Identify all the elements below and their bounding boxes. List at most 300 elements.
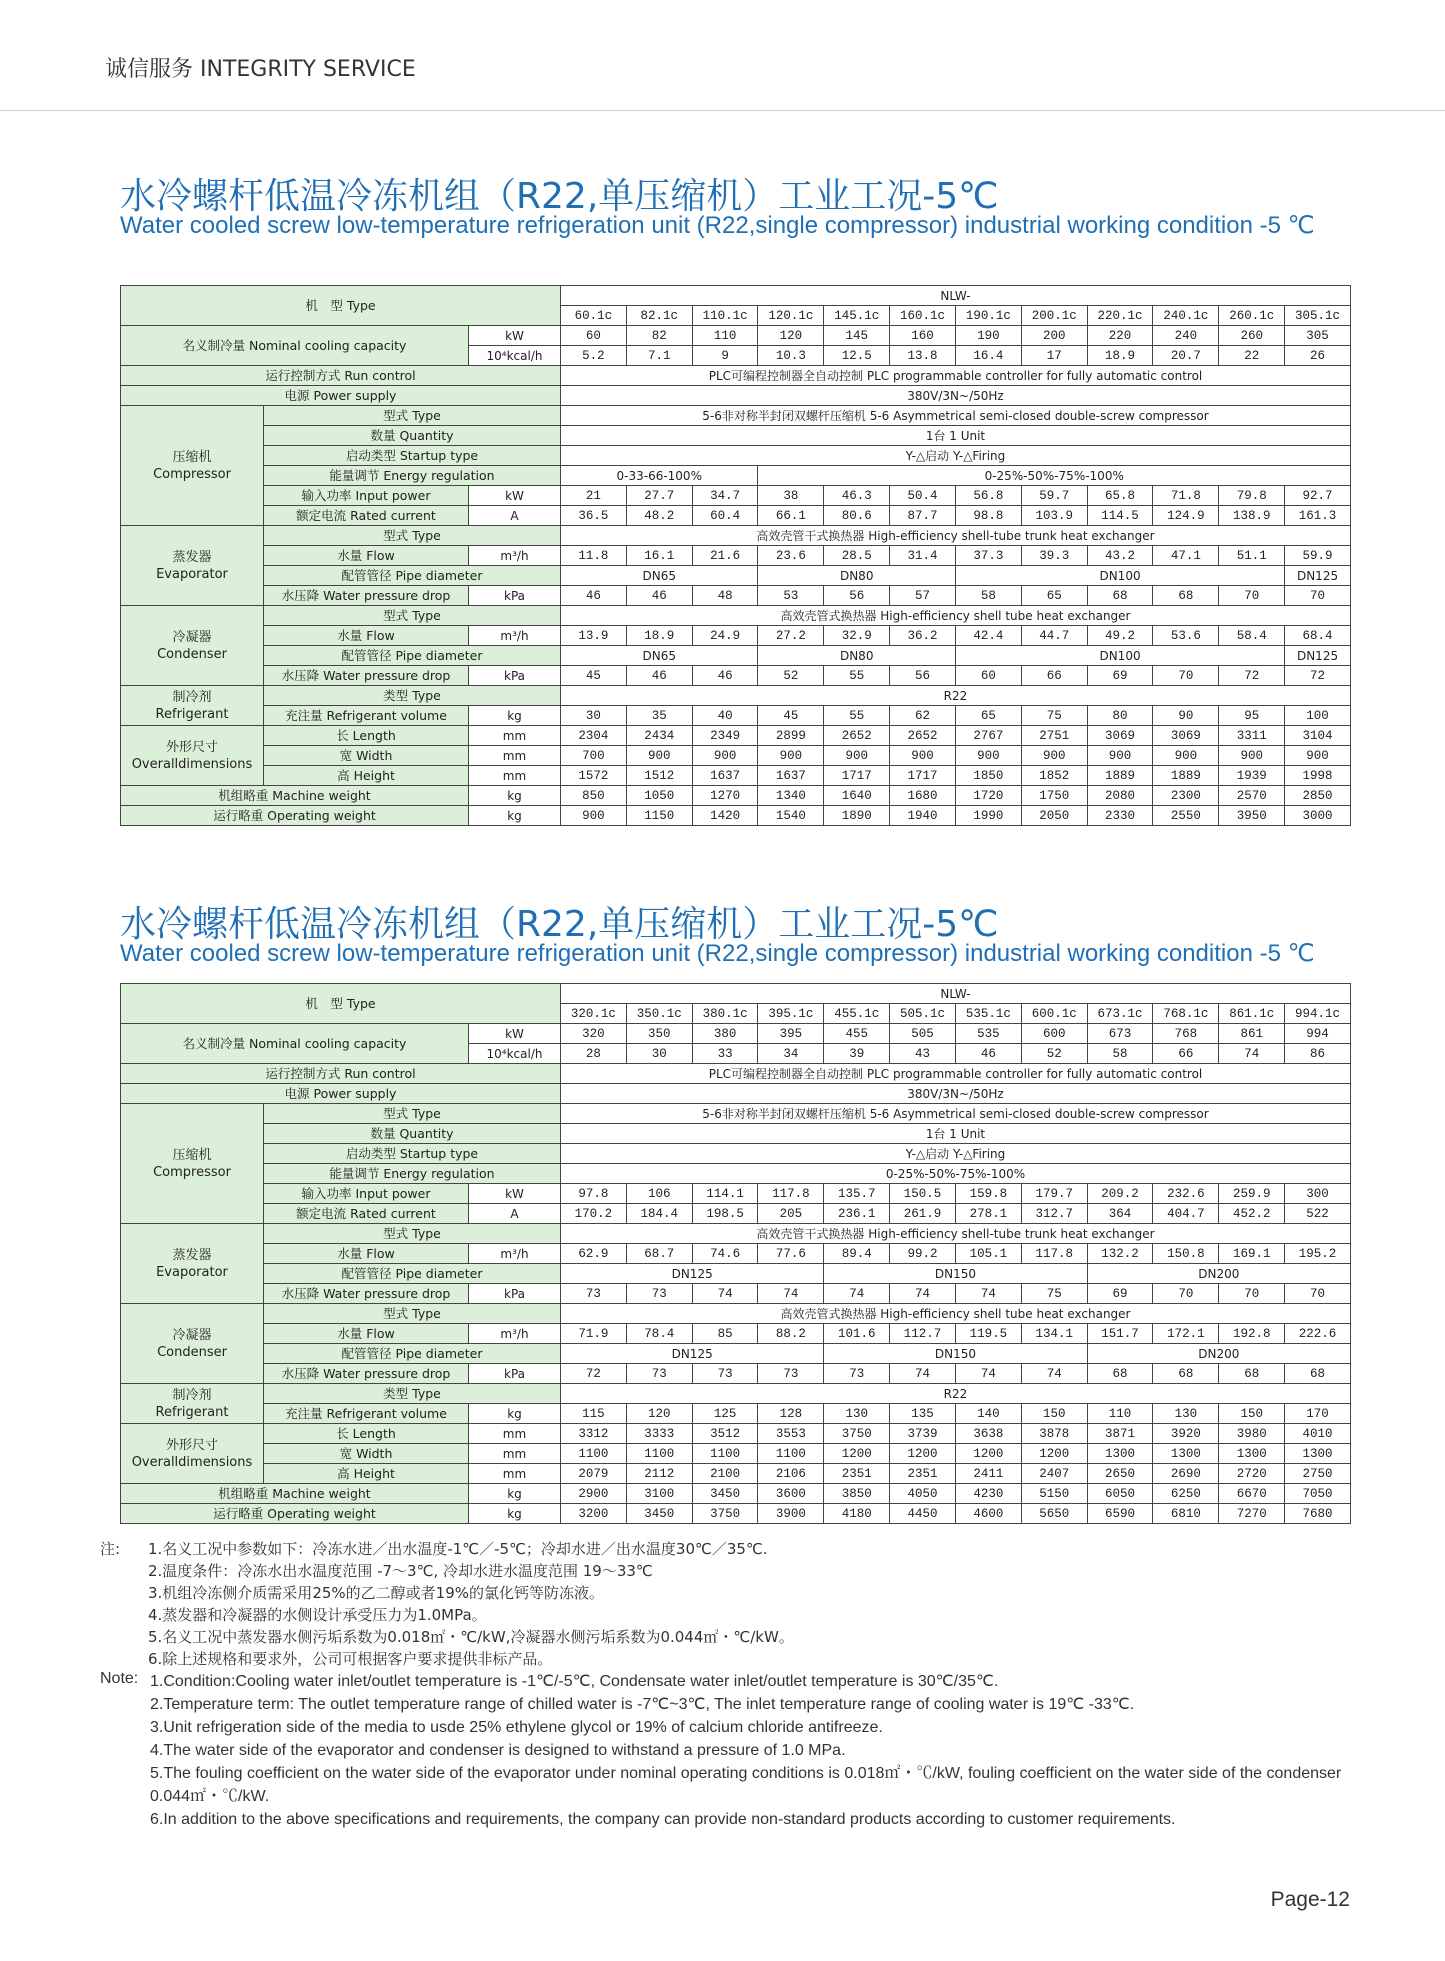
capacity-kw-cell: 380 <box>692 1024 758 1044</box>
unit-kpa: kPa <box>469 1364 561 1384</box>
height-cell: 1889 <box>1153 766 1219 786</box>
note-cn-5: 5.名义工况中蒸发器水侧污垢系数为0.018㎡・℃/kW,冷凝器水侧污垢系数为0.044㎡・℃/kW。 <box>148 1628 794 1646</box>
input-power-cell: 21 <box>561 486 627 506</box>
startup-value: Y-△启动 Y-△Firing <box>561 446 1351 466</box>
input-power-cell: 159.8 <box>955 1184 1021 1204</box>
refrigerant-volume-cell: 62 <box>890 706 956 726</box>
evaporator-flow-cell: 16.1 <box>626 546 692 566</box>
capacity-kcal-cell: 52 <box>1021 1044 1087 1064</box>
condenser-drop-cell: 46 <box>626 666 692 686</box>
condenser-flow-cell: 58.4 <box>1219 626 1285 646</box>
height-cell: 1717 <box>824 766 890 786</box>
length-cell: 3069 <box>1153 726 1219 746</box>
refrigerant-volume-cell: 130 <box>824 1404 890 1424</box>
operating-weight-cell: 3750 <box>692 1504 758 1524</box>
operating-weight-cell: 2050 <box>1021 806 1087 826</box>
dimensions-en: Overalldimensions <box>131 1454 253 1470</box>
height-label: 高 Height <box>264 1464 469 1484</box>
condenser-drop-cell: 68 <box>1153 1364 1219 1384</box>
evaporator-flow-cell: 11.8 <box>561 546 627 566</box>
input-power-cell: 46.3 <box>824 486 890 506</box>
note-cn-1: 1.名义工况中参数如下：冷冻水进／出水温度-1℃／-5℃；冷却水进／出水温度30℃／35℃. <box>148 1540 768 1558</box>
refrigerant-volume-label: 充注量 Refrigerant volume <box>264 1404 469 1424</box>
width-cell: 900 <box>1021 746 1087 766</box>
input-power-cell: 65.8 <box>1087 486 1153 506</box>
evaporator-flow-cell: 195.2 <box>1285 1244 1351 1264</box>
table-row <box>121 1144 1351 1164</box>
unit-mm: mm <box>469 726 561 746</box>
dimensions-group <box>121 726 264 786</box>
length-cell: 3069 <box>1087 726 1153 746</box>
operating-weight-label: 运行略重 Operating weight <box>121 806 469 826</box>
unit-kg: kg <box>469 1404 561 1424</box>
rated-current-cell: 522 <box>1285 1204 1351 1224</box>
evaporator-pipe-label: 配管管径 Pipe diameter <box>264 1264 561 1284</box>
evaporator-en: Evaporator <box>156 1264 228 1280</box>
condenser-pipe-cell: DN200 <box>1087 1344 1350 1364</box>
condenser-drop-cell: 72 <box>1219 666 1285 686</box>
power-supply-value: 380V/3N~/50Hz <box>561 1084 1351 1104</box>
table-row <box>121 526 1351 546</box>
capacity-kcal-cell: 74 <box>1219 1044 1285 1064</box>
evaporator-type-label: 型式 Type <box>264 526 561 546</box>
table-row <box>121 406 1351 426</box>
condenser-flow-cell: 27.2 <box>758 626 824 646</box>
unit-kcal: 10⁴kcal/h <box>469 346 561 366</box>
startup-label: 启动类型 Startup type <box>264 1144 561 1164</box>
unit-kw: kW <box>469 1024 561 1044</box>
refrigerant-volume-cell: 30 <box>561 706 627 726</box>
operating-weight-cell: 2550 <box>1153 806 1219 826</box>
machine-weight-cell: 1050 <box>626 786 692 806</box>
condenser-drop-cell: 74 <box>955 1364 1021 1384</box>
notes-cn-lead: 注: <box>100 1540 121 1558</box>
input-power-cell: 117.8 <box>758 1184 824 1204</box>
condenser-type-label: 型式 Type <box>264 1304 561 1324</box>
evaporator-drop-cell: 53 <box>758 586 824 606</box>
width-cell: 1100 <box>758 1444 824 1464</box>
evaporator-drop-cell: 68 <box>1087 586 1153 606</box>
condenser-flow-cell: 68.4 <box>1285 626 1351 646</box>
unit-mm: mm <box>469 1424 561 1444</box>
width-cell: 900 <box>824 746 890 766</box>
section-title-en: Water cooled screw low-temperature refrigeration unit (R22,single compressor) industrial working condition -5 ℃ <box>120 212 1315 239</box>
unit-kg: kg <box>469 1484 561 1504</box>
evaporator-flow-cell: 31.4 <box>890 546 956 566</box>
capacity-kcal-cell: 9 <box>692 346 758 366</box>
capacity-kcal-cell: 28 <box>561 1044 627 1064</box>
input-power-cell: 79.8 <box>1219 486 1285 506</box>
table-row <box>121 1464 1351 1484</box>
condenser-drop-label: 水压降 Water pressure drop <box>264 1364 469 1384</box>
machine-weight-cell: 2850 <box>1285 786 1351 806</box>
evaporator-drop-cell: 74 <box>692 1284 758 1304</box>
width-cell: 1100 <box>561 1444 627 1464</box>
unit-mm: mm <box>469 766 561 786</box>
rated-current-label: 额定电流 Rated current <box>264 1204 469 1224</box>
compressor-type-label: 型式 Type <box>264 406 561 426</box>
table-row <box>121 1304 1351 1324</box>
table-row <box>121 286 1351 306</box>
energy-reg-cell: 0-33-66-100% <box>561 466 758 486</box>
evaporator-drop-cell: 57 <box>890 586 956 606</box>
operating-weight-cell: 1890 <box>824 806 890 826</box>
operating-weight-cell: 5650 <box>1021 1504 1087 1524</box>
width-cell: 1200 <box>824 1444 890 1464</box>
table-row <box>121 1284 1351 1304</box>
input-power-cell: 179.7 <box>1021 1184 1087 1204</box>
machine-weight-cell: 6670 <box>1219 1484 1285 1504</box>
capacity-kcal-cell: 17 <box>1021 346 1087 366</box>
unit-a: A <box>469 506 561 526</box>
refrigerant-volume-cell: 95 <box>1219 706 1285 726</box>
condenser-flow-cell: 101.6 <box>824 1324 890 1344</box>
input-power-cell: 71.8 <box>1153 486 1219 506</box>
length-cell: 3638 <box>955 1424 1021 1444</box>
rated-current-cell: 184.4 <box>626 1204 692 1224</box>
note-en-3: 3.Unit refrigeration side of the media to usde 25% ethylene glycol or 19% of calcium chloride antifreeze. <box>150 1719 883 1736</box>
length-cell: 2899 <box>758 726 824 746</box>
evaporator-type-value: 高效壳管干式换热器 High-efficiency shell-tube trunk heat exchanger <box>561 1224 1351 1244</box>
table-row <box>121 1104 1351 1124</box>
capacity-kw-cell: 505 <box>890 1024 956 1044</box>
refrigerant-volume-cell: 135 <box>890 1404 956 1424</box>
table-row <box>121 386 1351 406</box>
unit-kg: kg <box>469 786 561 806</box>
model-cell: 60.1c <box>561 306 627 326</box>
evaporator-flow-cell: 51.1 <box>1219 546 1285 566</box>
refrigerant-volume-cell: 150 <box>1219 1404 1285 1424</box>
evaporator-drop-cell: 75 <box>1021 1284 1087 1304</box>
rated-current-cell: 452.2 <box>1219 1204 1285 1224</box>
unit-a: A <box>469 1204 561 1224</box>
width-cell: 1200 <box>955 1444 1021 1464</box>
capacity-kcal-cell: 34 <box>758 1044 824 1064</box>
capacity-kcal-cell: 26 <box>1285 346 1351 366</box>
table-row <box>121 806 1351 826</box>
unit-kcal: 10⁴kcal/h <box>469 1044 561 1064</box>
evaporator-flow-cell: 77.6 <box>758 1244 824 1264</box>
condenser-drop-cell: 45 <box>561 666 627 686</box>
model-cell: 455.1c <box>824 1004 890 1024</box>
table-row <box>121 466 1351 486</box>
capacity-kcal-cell: 39 <box>824 1044 890 1064</box>
condenser-drop-cell: 72 <box>561 1364 627 1384</box>
evaporator-flow-label: 水量 Flow <box>264 1244 469 1264</box>
table-row <box>121 1164 1351 1184</box>
table-row <box>121 426 1351 446</box>
length-cell: 3750 <box>824 1424 890 1444</box>
evaporator-flow-cell: 99.2 <box>890 1244 956 1264</box>
capacity-kw-cell: 350 <box>626 1024 692 1044</box>
model-cell: 673.1c <box>1087 1004 1153 1024</box>
table-row <box>121 1204 1351 1224</box>
width-label: 宽 Width <box>264 1444 469 1464</box>
table-row <box>121 746 1351 766</box>
rated-current-cell: 278.1 <box>955 1204 1021 1224</box>
operating-weight-cell: 1150 <box>626 806 692 826</box>
refrigerant-type-label: 类型 Type <box>264 1384 561 1404</box>
evaporator-type-label: 型式 Type <box>264 1224 561 1244</box>
model-cell: 350.1c <box>626 1004 692 1024</box>
table-row <box>121 1404 1351 1424</box>
width-cell: 1100 <box>692 1444 758 1464</box>
refrigerant-group <box>121 686 264 726</box>
rated-current-cell: 36.5 <box>561 506 627 526</box>
machine-weight-cell: 4050 <box>890 1484 956 1504</box>
refrigerant-volume-cell: 130 <box>1153 1404 1219 1424</box>
evaporator-type-value: 高效壳管干式换热器 High-efficiency shell-tube trunk heat exchanger <box>561 526 1351 546</box>
length-cell: 2767 <box>955 726 1021 746</box>
evaporator-drop-cell: 70 <box>1153 1284 1219 1304</box>
width-cell: 1300 <box>1285 1444 1351 1464</box>
operating-weight-cell: 900 <box>561 806 627 826</box>
table-row <box>121 566 1351 586</box>
model-cell: 200.1c <box>1021 306 1087 326</box>
refrigerant-volume-cell: 128 <box>758 1404 824 1424</box>
quantity-label: 数量 Quantity <box>264 1124 561 1144</box>
startup-label: 启动类型 Startup type <box>264 446 561 466</box>
condenser-drop-cell: 70 <box>1153 666 1219 686</box>
input-power-cell: 27.7 <box>626 486 692 506</box>
condenser-flow-cell: 151.7 <box>1087 1324 1153 1344</box>
unit-kpa: kPa <box>469 1284 561 1304</box>
compressor-en: Compressor <box>153 1164 231 1180</box>
length-cell: 2652 <box>824 726 890 746</box>
condenser-drop-cell: 56 <box>890 666 956 686</box>
evaporator-drop-cell: 74 <box>758 1284 824 1304</box>
note-en-4: 4.The water side of the evaporator and condenser is designed to withstand a pressure of 1.0 MPa. <box>150 1742 846 1759</box>
condenser-drop-cell: 69 <box>1087 666 1153 686</box>
compressor-en: Compressor <box>153 466 231 482</box>
model-cell: 380.1c <box>692 1004 758 1024</box>
operating-weight-cell: 1940 <box>890 806 956 826</box>
table-row <box>121 646 1351 666</box>
condenser-drop-label: 水压降 Water pressure drop <box>264 666 469 686</box>
width-cell: 900 <box>626 746 692 766</box>
capacity-kw-cell: 600 <box>1021 1024 1087 1044</box>
machine-weight-cell: 6050 <box>1087 1484 1153 1504</box>
evaporator-pipe-cell: DN100 <box>955 566 1284 586</box>
operating-weight-cell: 3200 <box>561 1504 627 1524</box>
evaporator-flow-cell: 105.1 <box>955 1244 1021 1264</box>
operating-weight-label: 运行略重 Operating weight <box>121 1504 469 1524</box>
length-cell: 2434 <box>626 726 692 746</box>
notes-cn <box>100 1538 794 1670</box>
condenser-pipe-cell: DN80 <box>758 646 955 666</box>
height-cell: 2351 <box>890 1464 956 1484</box>
capacity-kw-cell: 145 <box>824 326 890 346</box>
height-cell: 1889 <box>1087 766 1153 786</box>
length-cell: 3311 <box>1219 726 1285 746</box>
refrigerant-cn: 制冷剂 <box>172 1387 212 1403</box>
operating-weight-cell: 4450 <box>890 1504 956 1524</box>
unit-flow: m³/h <box>469 1244 561 1264</box>
rated-current-cell: 103.9 <box>1021 506 1087 526</box>
model-cell: 305.1c <box>1285 306 1351 326</box>
condenser-flow-cell: 88.2 <box>758 1324 824 1344</box>
unit-mm: mm <box>469 1464 561 1484</box>
refrigerant-volume-cell: 100 <box>1285 706 1351 726</box>
condenser-drop-cell: 52 <box>758 666 824 686</box>
rated-current-cell: 170.2 <box>561 1204 627 1224</box>
table-row <box>121 366 1351 386</box>
refrigerant-volume-cell: 45 <box>758 706 824 726</box>
height-cell: 1850 <box>955 766 1021 786</box>
height-label: 高 Height <box>264 766 469 786</box>
condenser-flow-cell: 42.4 <box>955 626 1021 646</box>
note-cn-3: 3.机组冷冻侧介质需采用25%的乙二醇或者19%的氯化钙等防冻液。 <box>148 1584 604 1602</box>
length-cell: 2652 <box>890 726 956 746</box>
unit-flow: m³/h <box>469 626 561 646</box>
evaporator-flow-label: 水量 Flow <box>264 546 469 566</box>
machine-weight-cell: 1270 <box>692 786 758 806</box>
condenser-drop-cell: 60 <box>955 666 1021 686</box>
condenser-cn: 冷凝器 <box>172 1327 212 1343</box>
quantity-label: 数量 Quantity <box>264 426 561 446</box>
dimensions-cn: 外形尺寸 <box>165 739 218 755</box>
evaporator-drop-label: 水压降 Water pressure drop <box>264 586 469 606</box>
machine-weight-label: 机组略重 Machine weight <box>121 786 469 806</box>
model-cell: 220.1c <box>1087 306 1153 326</box>
capacity-kcal-cell: 20.7 <box>1153 346 1219 366</box>
height-cell: 1637 <box>758 766 824 786</box>
evaporator-drop-label: 水压降 Water pressure drop <box>264 1284 469 1304</box>
input-power-cell: 38 <box>758 486 824 506</box>
model-cell: 994.1c <box>1285 1004 1351 1024</box>
capacity-kcal-cell: 22 <box>1219 346 1285 366</box>
table-row <box>121 1364 1351 1384</box>
table-row <box>121 984 1351 1004</box>
energy-reg-cell: 0-25%-50%-75%-100% <box>758 466 1350 486</box>
quantity-value: 1台 1 Unit <box>561 426 1351 446</box>
machine-weight-cell: 850 <box>561 786 627 806</box>
capacity-kcal-cell: 5.2 <box>561 346 627 366</box>
evaporator-drop-cell: 70 <box>1219 1284 1285 1304</box>
machine-weight-cell: 3450 <box>692 1484 758 1504</box>
capacity-kcal-cell: 46 <box>955 1044 1021 1064</box>
machine-weight-cell: 1720 <box>955 786 1021 806</box>
condenser-flow-cell: 85 <box>692 1324 758 1344</box>
length-cell: 3739 <box>890 1424 956 1444</box>
operating-weight-cell: 6590 <box>1087 1504 1153 1524</box>
refrigerant-volume-cell: 170 <box>1285 1404 1351 1424</box>
machine-weight-cell: 2300 <box>1153 786 1219 806</box>
rated-current-cell: 236.1 <box>824 1204 890 1224</box>
power-supply-label: 电源 Power supply <box>121 386 561 406</box>
evaporator-drop-cell: 70 <box>1285 586 1351 606</box>
table-row <box>121 326 1351 346</box>
machine-weight-cell: 2570 <box>1219 786 1285 806</box>
operating-weight-cell: 3900 <box>758 1504 824 1524</box>
height-cell: 2750 <box>1285 1464 1351 1484</box>
height-cell: 2351 <box>824 1464 890 1484</box>
length-cell: 3312 <box>561 1424 627 1444</box>
table-row <box>121 1224 1351 1244</box>
unit-kw: kW <box>469 326 561 346</box>
section-title-cn: 水冷螺杆低温冷冻机组（R22,单压缩机）工业工况-5℃ <box>120 176 999 217</box>
rated-current-cell: 198.5 <box>692 1204 758 1224</box>
evaporator-cn: 蒸发器 <box>172 1247 212 1263</box>
input-power-cell: 300 <box>1285 1184 1351 1204</box>
capacity-kw-cell: 535 <box>955 1024 1021 1044</box>
nominal-capacity-label: 名义制冷量 Nominal cooling capacity <box>121 326 469 366</box>
refrigerant-volume-cell: 75 <box>1021 706 1087 726</box>
table-row <box>121 1424 1351 1444</box>
condenser-flow-cell: 192.8 <box>1219 1324 1285 1344</box>
refrigerant-volume-cell: 125 <box>692 1404 758 1424</box>
capacity-kw-cell: 240 <box>1153 326 1219 346</box>
machine-weight-cell: 4230 <box>955 1484 1021 1504</box>
refrigerant-cn: 制冷剂 <box>172 689 212 705</box>
length-cell: 3512 <box>692 1424 758 1444</box>
rated-current-cell: 87.7 <box>890 506 956 526</box>
table-row <box>121 446 1351 466</box>
model-cell: 768.1c <box>1153 1004 1219 1024</box>
refrigerant-en: Refrigerant <box>155 1404 229 1420</box>
rated-current-cell: 66.1 <box>758 506 824 526</box>
machine-weight-cell: 5150 <box>1021 1484 1087 1504</box>
refrigerant-en: Refrigerant <box>155 706 229 722</box>
capacity-kcal-cell: 18.9 <box>1087 346 1153 366</box>
evaporator-drop-cell: 56 <box>824 586 890 606</box>
condenser-drop-cell: 68 <box>1285 1364 1351 1384</box>
capacity-kcal-cell: 30 <box>626 1044 692 1064</box>
run-control-label: 运行控制方式 Run control <box>121 366 561 386</box>
height-cell: 1572 <box>561 766 627 786</box>
height-cell: 1998 <box>1285 766 1351 786</box>
condenser-type-value: 高效壳管式换热器 High-efficiency shell tube heat exchanger <box>561 1304 1351 1324</box>
width-cell: 900 <box>890 746 956 766</box>
energy-reg-label: 能量调节 Energy regulation <box>264 1164 561 1184</box>
width-cell: 900 <box>1219 746 1285 766</box>
model-cell: 535.1c <box>955 1004 1021 1024</box>
table-row <box>121 606 1351 626</box>
evaporator-drop-cell: 68 <box>1153 586 1219 606</box>
operating-weight-cell: 4600 <box>955 1504 1021 1524</box>
unit-kw: kW <box>469 486 561 506</box>
evaporator-flow-cell: 89.4 <box>824 1244 890 1264</box>
condenser-flow-cell: 71.9 <box>561 1324 627 1344</box>
condenser-flow-cell: 18.9 <box>626 626 692 646</box>
length-label: 长 Length <box>264 1424 469 1444</box>
refrigerant-volume-cell: 110 <box>1087 1404 1153 1424</box>
condenser-type-value: 高效壳管式换热器 High-efficiency shell tube heat exchanger <box>561 606 1351 626</box>
energy-reg-cell: 0-25%-50%-75%-100% <box>561 1164 1351 1184</box>
evaporator-drop-cell: 46 <box>626 586 692 606</box>
refrigerant-volume-cell: 40 <box>692 706 758 726</box>
table-row <box>121 546 1351 566</box>
evaporator-drop-cell: 74 <box>955 1284 1021 1304</box>
width-cell: 900 <box>1087 746 1153 766</box>
input-power-label: 输入功率 Input power <box>264 486 469 506</box>
condenser-drop-cell: 73 <box>758 1364 824 1384</box>
condenser-flow-cell: 53.6 <box>1153 626 1219 646</box>
operating-weight-cell: 4180 <box>824 1504 890 1524</box>
condenser-group <box>121 606 264 686</box>
height-cell: 1939 <box>1219 766 1285 786</box>
table-row <box>121 1264 1351 1284</box>
capacity-kw-cell: 455 <box>824 1024 890 1044</box>
rated-current-cell: 261.9 <box>890 1204 956 1224</box>
width-cell: 1200 <box>890 1444 956 1464</box>
machine-weight-cell: 2900 <box>561 1484 627 1504</box>
type-label: 机 型 Type <box>121 984 561 1024</box>
machine-weight-label: 机组略重 Machine weight <box>121 1484 469 1504</box>
capacity-kcal-cell: 10.3 <box>758 346 824 366</box>
spec-table <box>120 285 1351 826</box>
evaporator-flow-cell: 169.1 <box>1219 1244 1285 1264</box>
